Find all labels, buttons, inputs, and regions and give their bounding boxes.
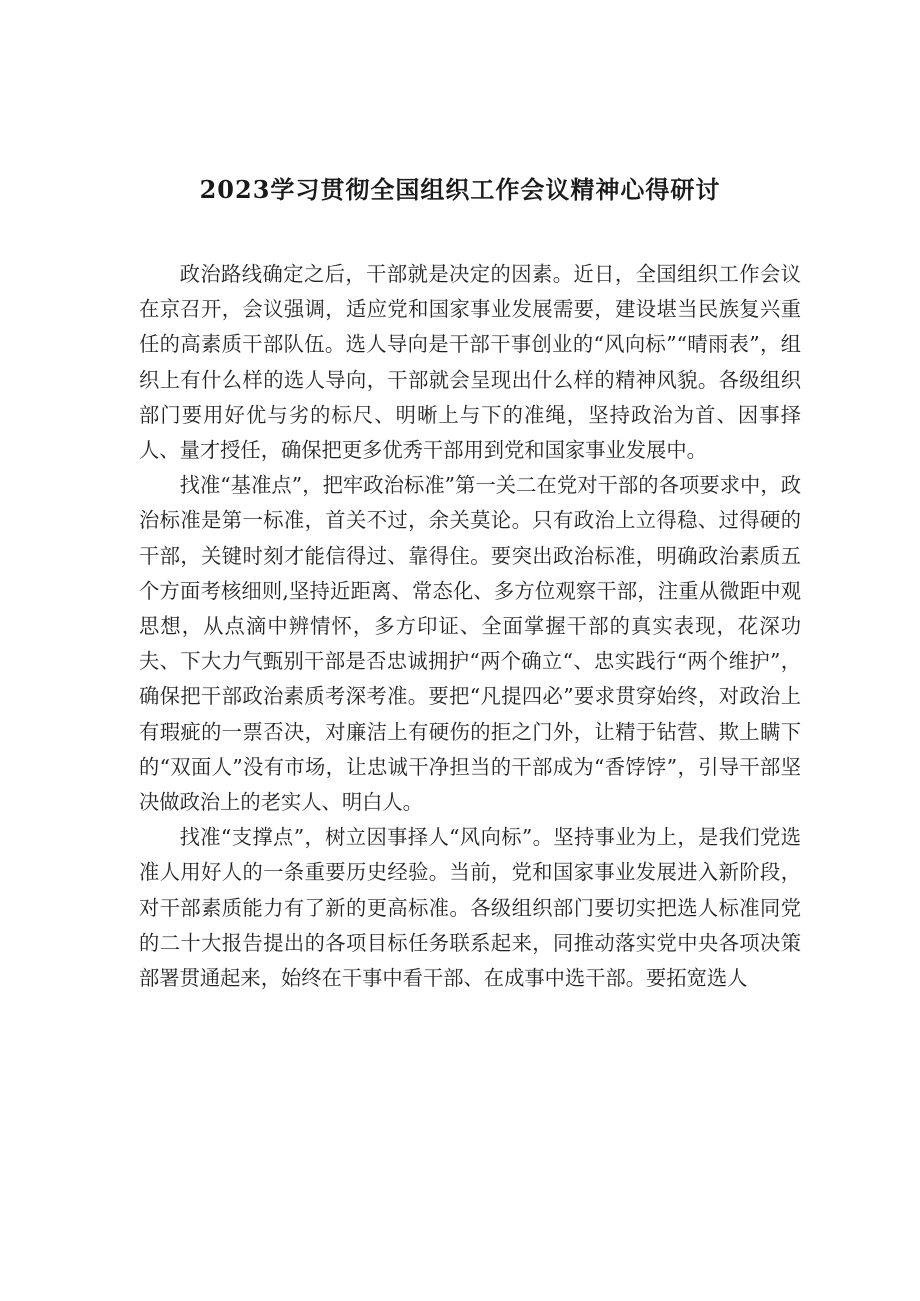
paragraph: 找准“基准点”，把牢政治标准”第一关二在党对干部的各项要求中，政治标准是第一标准，首关不过，余关莫论。只有政治上立得稳、过得硬的干部，关键时刻才能信得过、靠得住。要突出政治标准，明确政治素质五个方面考核细则,坚持近距离、常态化、多方位观察干部，注重从微距中观思想，从点滴中辨情怀，多方印证、全面掌握干部的真实表现，花深功夫、下大力气甄别干部是否忠诚拥护“两个确立“、忠实践行“两个维护”，确保把干部政治素质考深考准。要把“凡提四必”要求贯穿始终，对政治上有瑕疵的一票否决，对廉洁上有硬伤的拒之门外，让精于钻营、欺上瞒下的“双面人”没有市场，让忠诚干净担当的干部成为“香饽饽”，引导干部坚决做政治上的老实人、明白人。 — [139, 473, 801, 815]
document-body — [139, 257, 801, 996]
paragraph: 政治路线确定之后，干部就是决定的因素。近日，全国组织工作会议在京召开，会议强调，适应党和国家事业发展需要，建设堪当民族复兴重任的高素质干部队伍。选人导向是干部干事创业的“风向标”“晴雨表”，组织上有什么样的选人导向，干部就会呈现出什么样的精神风貌。各级组织部门要用好优与劣的标尺、明晰上与下的准绳，坚持政治为首、因事择人、量才授任，确保把更多优秀干部用到党和国家事业发展中。 — [139, 262, 801, 463]
paragraph: 找准“支撑点”，树立因事择人“风向标”。坚持事业为上，是我们党选准人用好人的一条重要历史经验。当前，党和国家事业发展进入新阶段，对干部素质能力有了新的更高标准。各级组织部门要切实把选人标准同党的二十大报告提出的各项目标任务联系起来，同推动落实党中央各项决策部署贯通起来，始终在干事中看干部、在成事中选干部。要拓宽选人 — [139, 825, 801, 991]
document-title: 2023学习贯彻全国组织工作会议精神心得研讨 — [199, 175, 721, 204]
